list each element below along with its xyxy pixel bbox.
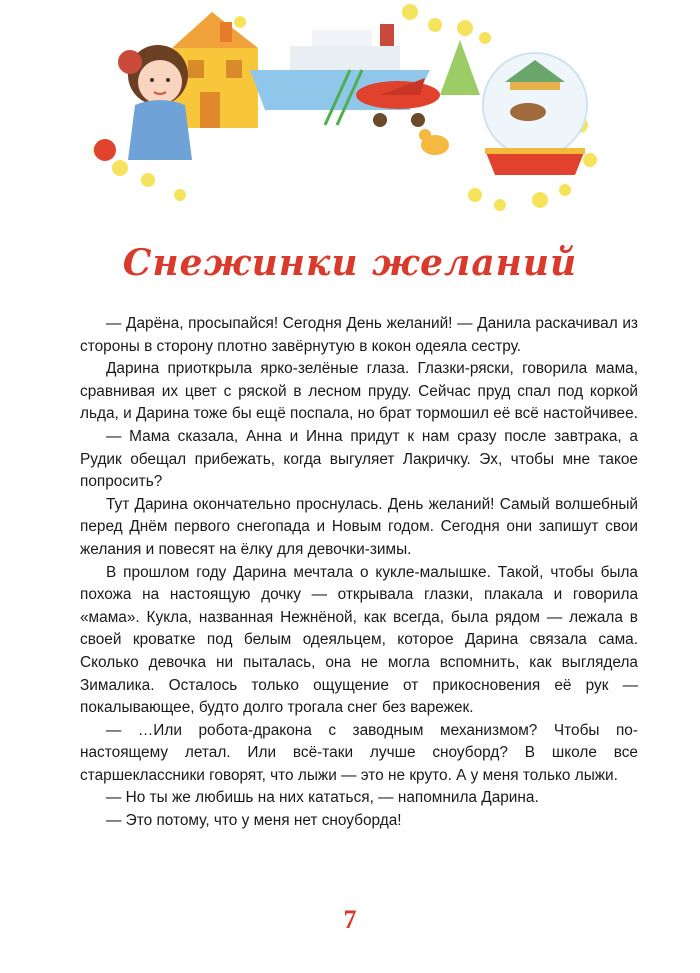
paragraph: — Мама сказала, Анна и Инна придут к нам сразу после завтрака, а Рудик обещал прибежать, когда выгуляет Лакричку. Эх, чтобы мне такое попросить? bbox=[80, 427, 638, 491]
toy-plane bbox=[356, 78, 440, 127]
paragraph: — …Или робота-дракона с заводным механизмом? Чтобы по-настоящему летал. Или всё-таки лучше сноуборд? В школе все старшеклассники говорят, что лыжи — это не круто. А у меня только лыжи. bbox=[80, 721, 638, 784]
paragraph: Тут Дарина окончательно проснулась. День желаний! Самый волшебный перед Днём первого снегопада и Новым годом. Сегодня они запишут свои желания и повесят на ёлку для девочки-зимы. bbox=[80, 495, 638, 558]
header-illustration bbox=[80, 0, 620, 215]
carousel-snow-globe bbox=[483, 53, 587, 175]
page-title: Снежинки желаний bbox=[122, 242, 578, 285]
paragraph: — Это потому, что у меня нет сноуборда! bbox=[106, 812, 402, 830]
paragraph: Дарина приоткрыла ярко-зелёные глаза. Глазки-ряски, говорила мама, сравнивая их цвет с ряской в лесном пруду. Сейчас пруд спал под коркой льда, и Дарина тоже бы ещё поспала, но брат тормошил её всё настойчивее. bbox=[80, 360, 638, 423]
red-ball bbox=[94, 139, 116, 161]
story-text bbox=[80, 313, 638, 833]
paragraph: В прошлом году Дарина мечтала о кукле-малышке. Такой, чтобы была похожа на настоящую дочку — открывала глазки, плакала и говорила «мама». Кукла, названная Нежнёной, как всегда, была рядом — лежала в своей кроватке под белым одеяльцем, которое Дарина связала сама. Сколько девочка ни пыталась, она не могла вспомнить, как выглядела Зималика. Осталось только ощущение от прикосновения её рук — покалывающее, будто долго трогала снег без варежек. bbox=[80, 563, 638, 717]
toy-tree bbox=[440, 40, 480, 95]
page-number: 7 bbox=[343, 905, 357, 934]
toy-bird bbox=[419, 129, 449, 155]
paragraph: — Дарёна, просыпайся! Сегодня День желаний! — Данила раскачивал из стороны в сторону плотно завёрнутую в кокон одеяла сестру. bbox=[80, 315, 638, 355]
toy-ship bbox=[250, 24, 430, 125]
paragraph: — Но ты же любишь на них кататься, — напомнила Дарина. bbox=[106, 789, 539, 807]
